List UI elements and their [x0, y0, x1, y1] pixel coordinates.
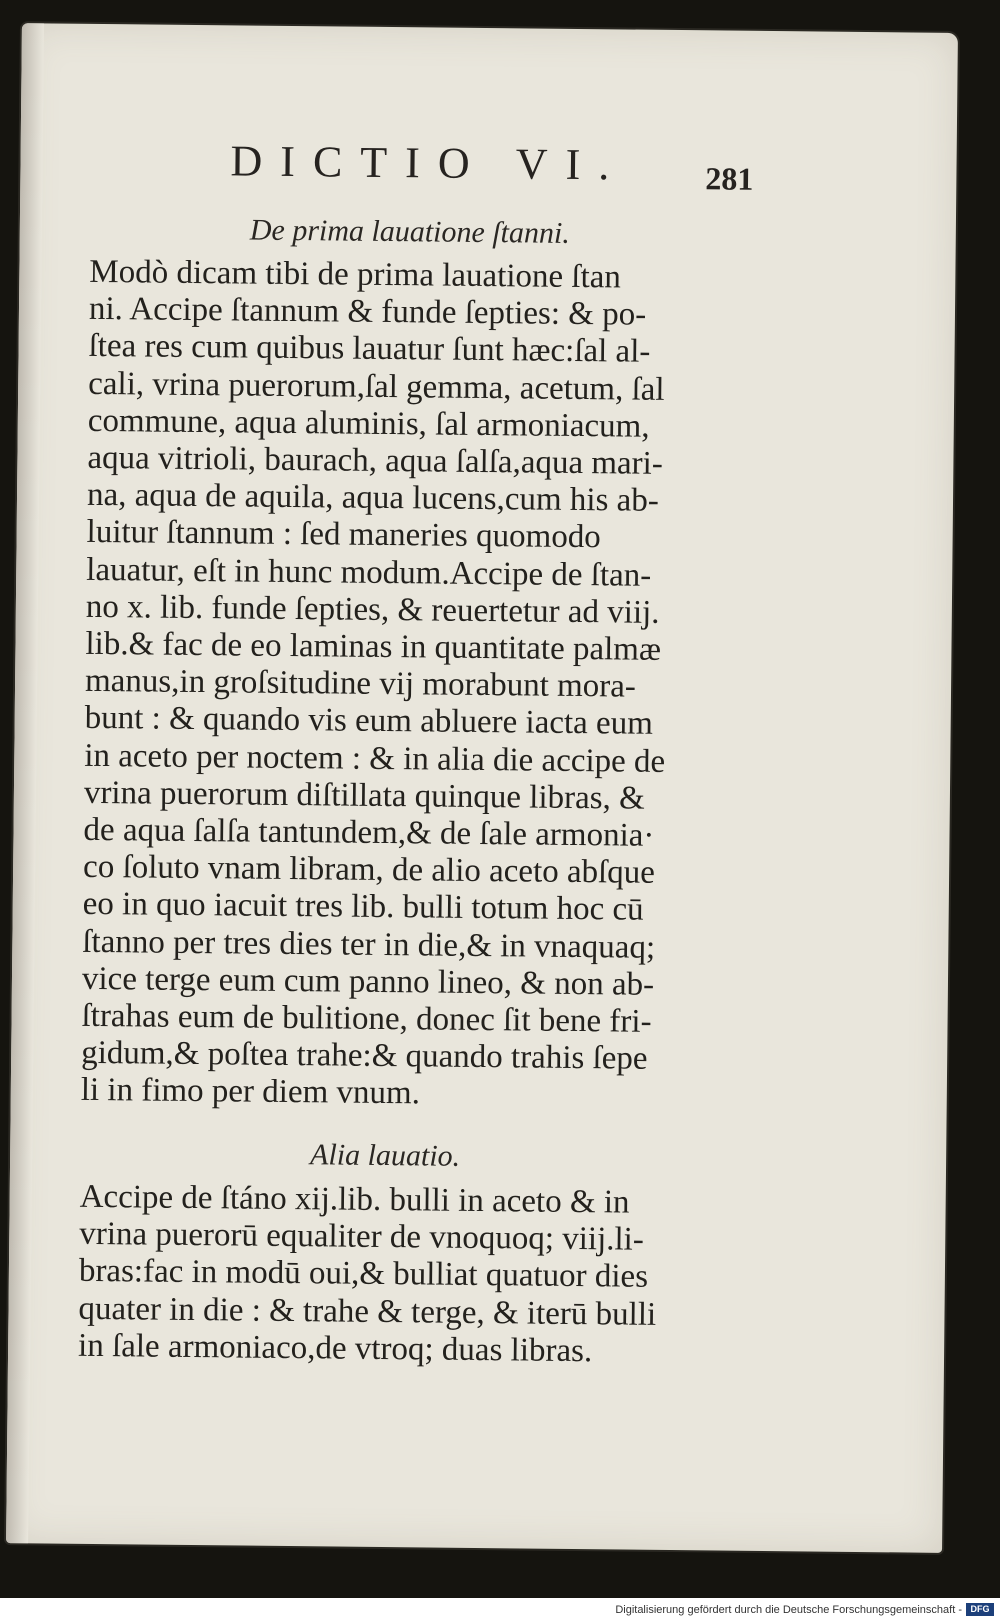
text-line: ſtea res cum quibus lauatur ſunt hæc:ſal al- [88, 328, 651, 371]
book-page [6, 23, 958, 1553]
text-line: de aqua ſalſa tantundem,& de ſale armonia· [83, 811, 655, 854]
text-line: aqua vitrioli, baurach, aqua ſalſa,aqua mari- [87, 439, 663, 482]
text-line: Accipe de ſtáno xij.lib. bulli in aceto & in [79, 1178, 630, 1221]
text-line: bunt : & quando vis eum abluere iacta eum [84, 700, 654, 743]
text-line: eo in quo iacuit tres lib. bulli totum hoc cū [82, 886, 644, 929]
running-header: DICTIO VI. [230, 136, 628, 190]
text-line: no x. lib. funde ſepties, & reuertetur ad viij. [85, 588, 660, 631]
text-line: vice terge eum cum panno lineo, & non ab- [81, 960, 655, 1003]
digitization-footer [0, 1598, 1000, 1622]
text-line: lib.& fac de eo laminas in quantitate palmæ [85, 625, 662, 668]
text-line: quater in die : & trahe & terge, & iterū bulli [78, 1290, 657, 1333]
section-title-2: Alia lauatio. [309, 1138, 461, 1173]
text-line: vrina puerorum diſtillata quinque libras, & [83, 774, 645, 817]
text-line: in aceto per noctem : & in alia die accipe de [84, 737, 666, 780]
text-line: lauatur, eſt in hunc modum.Accipe de ſtan- [86, 551, 652, 594]
text-line: manus,in groſsitudine vij morabunt mora- [84, 663, 637, 705]
section-body-2 [78, 1179, 750, 1372]
section-title: De prima lauatione ſtanni. [249, 213, 570, 250]
text-line: na, aqua de aquila, aqua lucens,cum his ab- [86, 477, 659, 520]
dfg-logo: DFG [966, 1603, 994, 1616]
text-line: co ſoluto vnam libram, de alio aceto abſque [82, 849, 656, 892]
text-line: ni. Accipe ſtannum & funde ſepties: & po- [88, 291, 647, 333]
text-line: ſtrahas eum de bulitione, donec ſit bene fri- [81, 997, 652, 1040]
text-line: ſtanno per tres dies ter in die,& in vnaquaq; [82, 923, 656, 966]
text-line: li in fimo per diem vnum. [80, 1072, 421, 1112]
text-line: bras:fac in modū oui,& bulliat quatuor dies [78, 1253, 649, 1296]
footer-credit: Digitalisierung gefördert durch die Deutsche Forschungsgemeinschaft - [615, 1604, 962, 1616]
text-line: gidum,& poſtea trahe:& quando trahis ſepe [81, 1035, 648, 1078]
text-line: luitur ſtannum : ſed maneries quomodo [86, 514, 601, 556]
text-line: vrina puerorū equaliter de vnoquoq; viij.li- [79, 1216, 644, 1258]
text-line: cali, vrina puerorum,ſal gemma, acetum, ſal [88, 365, 665, 408]
text-line: commune, aqua aluminis, ſal armoniacum, [87, 402, 650, 445]
section-body [81, 254, 760, 1117]
page-number: 281 [705, 160, 754, 197]
text-line: in ſale armoniaco,de vtroq; duas libras. [77, 1327, 593, 1369]
text-line: Modò dicam tibi de prima lauatione ſtan [89, 253, 622, 296]
